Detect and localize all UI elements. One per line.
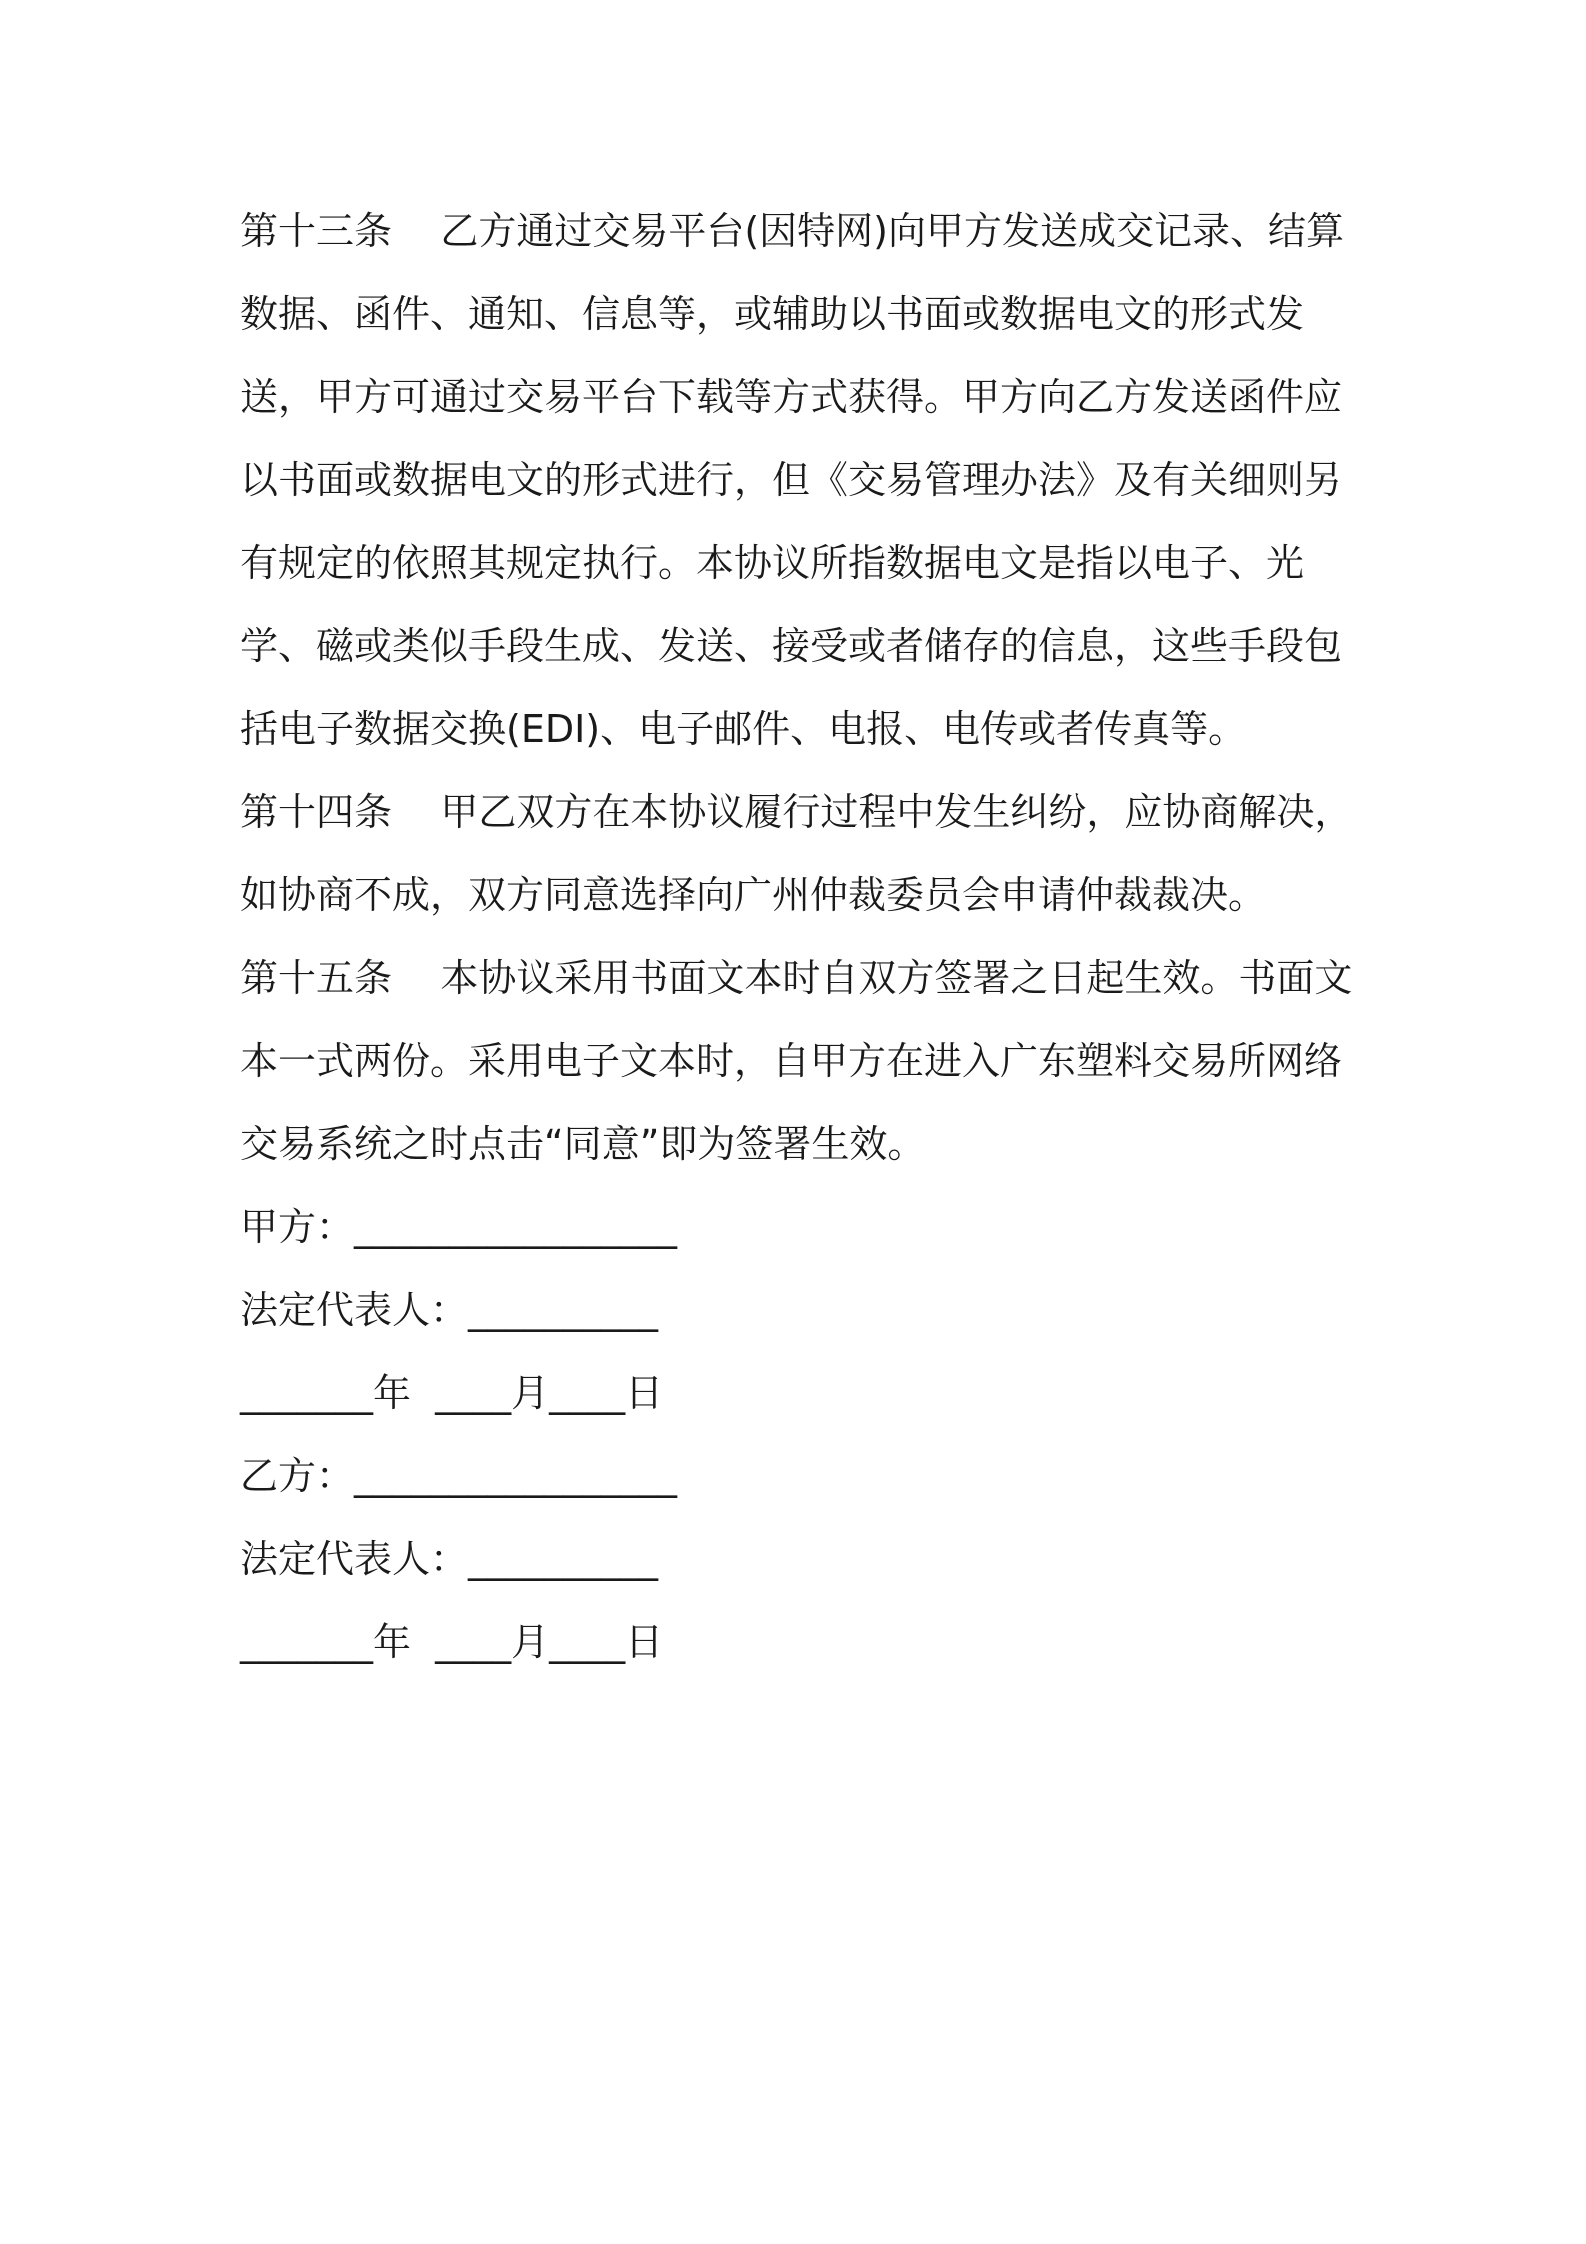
clause-15	[240, 937, 1370, 1186]
clause-13-heading: 第十三条	[240, 209, 393, 253]
party-b-representative-line: 法定代表人：__________	[240, 1537, 659, 1581]
clause-14	[240, 771, 1370, 937]
clause-14-text: 甲乙双方在本协议履行过程中发生纠纷，应协商解决，如协商不成，双方同意选择向广州仲裁委员会申请仲裁裁决。	[240, 790, 1353, 917]
signature-block	[240, 1186, 1370, 1684]
document-page	[240, 190, 1370, 1684]
clause-15-text: 本协议采用书面文本时自双方签署之日起生效。书面文本一式两份。采用电子文本时，自甲方在进入广东塑料交易所网络交易系统之时点击“同意”即为签署生效。	[240, 956, 1353, 1166]
clause-13-text: 乙方通过交易平台(因特网)向甲方发送成交记录、结算数据、函件、通知、信息等，或辅助以书面或数据电文的形式发送，甲方可通过交易平台下载等方式获得。甲方向乙方发送函件应以书面或数据电文的形式进行，但《交易管理办法》及有关细则另有规定的依照其规定执行。本协议所指数据电文是指以电子、光学、磁或类似手段生成、发送、接受或者储存的信息，这些手段包括电子数据交换(EDI)、电子邮件、电报、电传或者传真等。	[240, 209, 1344, 751]
party-b-date-line: _______年 ____月____日	[240, 1620, 664, 1664]
party-b-line: 乙方：_________________	[240, 1454, 678, 1498]
clause-13	[240, 190, 1370, 771]
party-a-line: 甲方：_________________	[240, 1205, 678, 1249]
party-a-date-line: _______年 ____月____日	[240, 1371, 664, 1415]
party-a-representative-line: 法定代表人：__________	[240, 1288, 659, 1332]
clause-14-heading: 第十四条	[240, 790, 393, 834]
clause-15-heading: 第十五条	[240, 956, 393, 1000]
